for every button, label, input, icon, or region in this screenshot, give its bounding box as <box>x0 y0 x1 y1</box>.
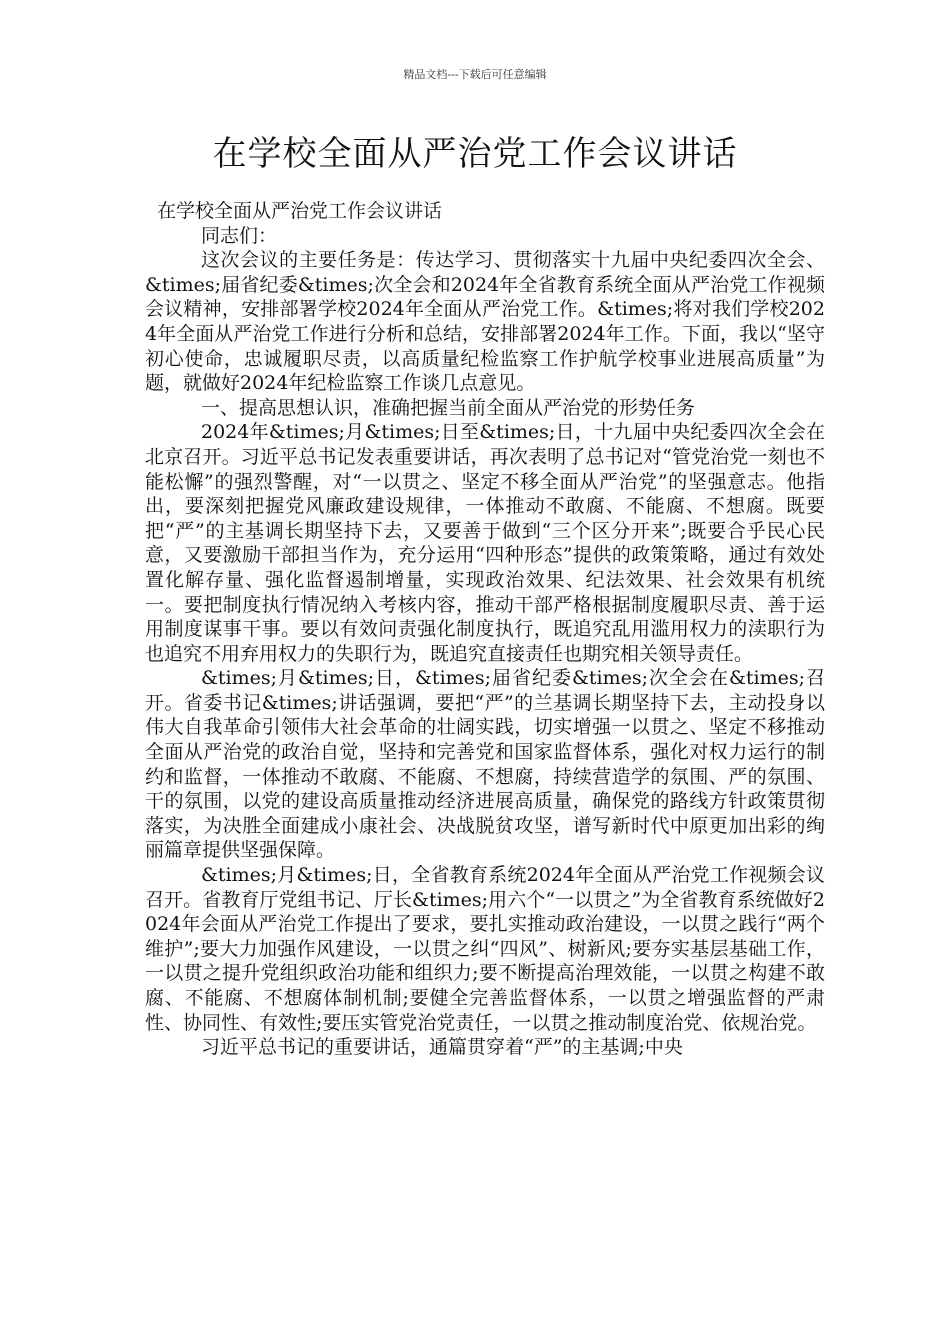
document-title: 在学校全面从严治党工作会议讲话 <box>212 134 738 174</box>
paragraph-provincial-commission: &times;月&times;日，&times;届省纪委&times;次全会在&times;召开。省委书记&times;讲话强调，要把“严”的兰基调长期坚持下去，主动投身以伟大自我革命引领伟大社会革命的壮阔实践，切实增强一以贯之、坚定不移推动全面从严治党的政治自觉，坚持和完善党和国家监督体系，强化对权力运行的制约和监督，一体推动不敢腐、不能腐、不想腐，持续营造学的氛围、严的氛围、干的氛围，以党的建设高质量推动经济进展高质量，确保党的路线方针政策贯彻落实，为决胜全面建成小康社会、决战脱贫攻坚，谱写新时代中原更加出彩的绚丽篇章提供坚强保障。 <box>145 667 825 862</box>
document-subtitle: 在学校全面从严治党工作会议讲话 <box>157 200 443 222</box>
paragraph-education-system: &times;月&times;日，全省教育系统2024年全面从严治党工作视频会议召开。省教育厅党组书记、厅长&times;用六个“一以贯之”为全省教育系统做好2024年会面从严治党工作提出了要求，要扎实推动政治建设，一以贯之践行“两个维护”;要大力加强作风建设，一以贯之纠“四风”、树新风;要夯实基层基础工作，一以贯之提升党组织政治功能和组织力;要不断提高治理效能，一以贯之构建不敢腐、不能腐、不想腐体制机制;要健全完善监督体系，一以贯之增强监督的严肃性、协同性、有效性;要压实管党治党责任，一以贯之推动制度治党、依规治党。 <box>145 864 825 1034</box>
paragraph-continued: 习近平总书记的重要讲话，通篇贯穿着“严”的主基调;中央 <box>201 1036 683 1059</box>
paragraph-central-commission: 2024年&times;月&times;日至&times;日，十九届中央纪委四次全会在北京召开。习近平总书记发表重要讲话，再次表明了总书记对“管党治党一刻也不能松懈”的强烈警醒，对“一以贯之、坚定不移全面从严治党”的坚强意志。他指出，要深刻把握党风廉政建设规律，一体推动不敢腐、不能腐、不想腐。既要把“严”的主基调长期坚持下去，又要善于做到“三个区分开来”;既要合乎民心民意，又要激励干部担当作为，充分运用“四种形态”提供的政策策略，通过有效处置化解存量、强化监督遏制增量，实现政治效果、纪法效果、社会效果有机统一。要把制度执行情况纳入考核内容，推动干部严格根据制度履职尽责、善于运用制度谋事干事。要以有效问责强化制度执行，既追究乱用滥用权力的渎职行为也追究不用弃用权力的失职行为，既追究直接责任也期究相关领导责任。 <box>145 421 825 665</box>
salutation: 同志们： <box>201 224 278 247</box>
section-heading-1: 一、提高思想认识，准确把握当前全面从严治党的形势任务 <box>201 396 696 419</box>
document-body <box>145 199 825 1060</box>
paragraph-intro: 这次会议的主要任务是：传达学习、贯彻落实十九届中央纪委四次全会、&times;届省纪委&times;次全会和2024年全省教育系统全面从严治党工作视频会议精神，安排部署学校2024年全面从严治党工作。&times;将对我们学校2024年全面从严治党工作进行分析和总结，安排部署2024年工作。下面，我以“坚守初心使命，忠诚履职尽责，以高质量纪检监察工作护航学校事业进展高质量”为题，就做好2024年纪检监察工作谈几点意见。 <box>145 249 825 395</box>
header-note: 精品文档---下载后可任意编辑 <box>403 68 547 81</box>
